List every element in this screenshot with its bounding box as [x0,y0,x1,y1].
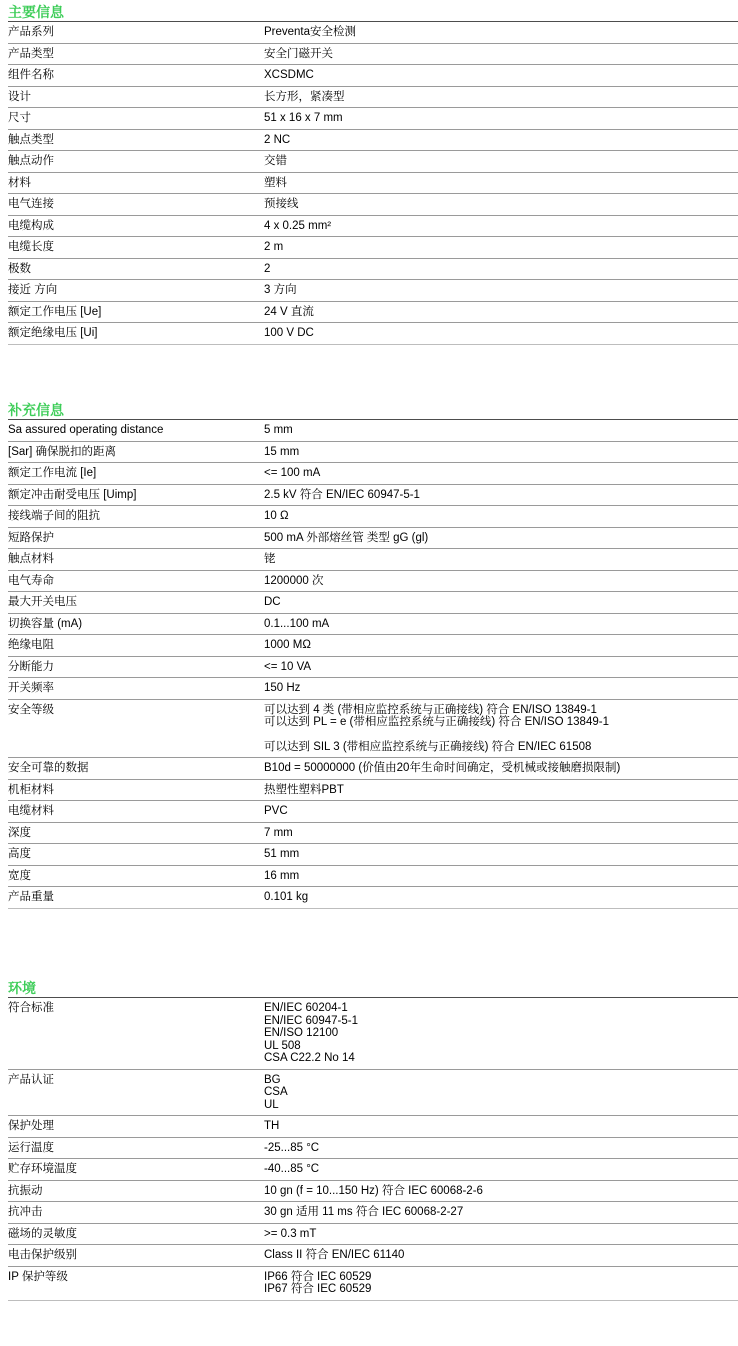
row-label: 尺寸 [8,112,31,124]
table-row [8,441,738,463]
row-label: 额定工作电压 [Ue] [8,305,102,318]
table-row [8,887,738,909]
value-line: PVC [264,805,288,817]
row-value [264,1202,738,1224]
table-row [8,656,738,678]
row-value [264,1137,738,1159]
row-value [264,1223,738,1245]
row-label: 安全可靠的数据 [8,762,89,774]
table-row [8,1069,738,1116]
value-line: EN/IEC 60947-5-1 [264,1014,358,1027]
value-line: 51 mm [264,848,300,860]
table-row [8,844,738,866]
row-value [264,301,738,323]
row-value [264,108,738,130]
table-row [8,779,738,801]
value-line: CSA [264,1086,288,1098]
value-line: 10 gn (f = 10...150 Hz) 符合 IEC 60068-2-6 [264,1184,483,1197]
value-line: 100 V DC [264,327,314,339]
row-value [264,549,738,571]
row-label: [Sar] 确保脱扣的距离 [8,445,116,458]
table-row [8,758,738,780]
value-line: 交错 [264,155,287,167]
value-line: 3 方向 [264,284,297,296]
row-value [264,844,738,866]
table-row [8,1180,738,1202]
row-label: 符合标准 [8,1002,54,1014]
value-line: UL [264,1098,279,1111]
table-row [8,1137,738,1159]
value-line: DC [264,596,281,608]
row-value [264,1159,738,1181]
row-label: 绝缘电阻 [8,639,54,651]
row-label: 抗振动 [8,1184,43,1197]
row-label: 额定工作电流 [Ie] [8,467,97,479]
value-line: 7 mm [264,826,293,839]
row-value [264,65,738,87]
row-value [264,822,738,844]
table-row [8,1266,738,1300]
row-value [264,237,738,259]
row-value [264,420,738,442]
row-label: 电缆构成 [8,219,54,232]
row-value [264,1180,738,1202]
row-label: 设计 [8,90,31,103]
row-value [264,998,738,1070]
row-value [264,1069,738,1116]
table-row [8,86,738,108]
row-value [264,258,738,280]
value-line: 热塑性塑料PBT [264,783,344,796]
row-value [264,484,738,506]
row-value [264,172,738,194]
section-title: 补充信息 [8,402,64,418]
value-line: 150 Hz [264,682,301,694]
row-label: 触点动作 [8,155,54,167]
row-label: 接线端子间的阻抗 [8,510,100,522]
row-value [264,129,738,151]
row-label: 保护处理 [8,1120,54,1132]
row-label: 运行温度 [8,1141,54,1154]
table-row [8,172,738,194]
row-value [264,22,738,44]
table-row [8,1202,738,1224]
value-line: BG [264,1073,281,1086]
row-value [264,570,738,592]
value-line: -40...85 °C [264,1163,320,1175]
row-label: 磁场的灵敏度 [8,1227,77,1240]
table-row [8,301,738,323]
row-label: 贮存环境温度 [8,1163,77,1175]
row-label: 组件名称 [8,69,54,81]
table-row [8,506,738,528]
table-row [8,635,738,657]
value-line: Preventa安全检测 [264,26,357,38]
row-value [264,592,738,614]
table-row [8,527,738,549]
value-line: EN/ISO 12100 [264,1027,339,1039]
table-row [8,22,738,44]
value-line: 30 gn 适用 11 ms 符合 IEC 60068-2-27 [264,1206,464,1218]
table-row [8,570,738,592]
value-line: EN/IEC 60204-1 [264,1002,348,1014]
value-line: 0.101 kg [264,891,309,903]
row-label: 电击保护级别 [8,1249,77,1261]
value-line: 16 mm [264,869,300,882]
value-line: TH [264,1120,280,1132]
value-line: 500 mA 外部熔丝管 类型 gG (gl) [264,531,429,544]
value-line: 10 Ω [264,510,289,522]
table-row [8,484,738,506]
row-value [264,699,738,758]
row-label: 极数 [8,262,31,275]
table-row [8,1159,738,1181]
value-line: 1200000 次 [264,574,324,587]
value-line: 2 [264,262,271,275]
table-row [8,194,738,216]
value-line: 长方形，紧凑型 [264,90,345,103]
row-value [264,43,738,65]
table-row [8,678,738,700]
table-row [8,822,738,844]
table-row [8,108,738,130]
value-line: IP67 符合 IEC 60529 [264,1283,372,1295]
row-label: 开关频率 [8,682,54,694]
table-row [8,1245,738,1267]
table-row [8,865,738,887]
table-row [8,65,738,87]
value-line: 1000 MΩ [264,639,311,651]
row-value [264,527,738,549]
section-additional-info [8,401,738,909]
table-row [8,463,738,485]
row-label: 抗冲击 [8,1206,43,1218]
section-title: 主要信息 [8,4,64,20]
table-row [8,258,738,280]
row-value [264,194,738,216]
row-label: 额定冲击耐受电压 [Uimp] [8,488,137,501]
table-row [8,1223,738,1245]
row-label: 切换容量 (mA) [8,617,83,630]
table-row [8,151,738,173]
value-line: 预接线 [264,198,299,210]
row-value [264,656,738,678]
table-row [8,43,738,65]
row-label: 产品类型 [8,47,54,60]
row-value [264,779,738,801]
row-value [264,463,738,485]
section-environment [8,979,738,1301]
table-row [8,699,738,758]
value-line: 可以达到 PL = e (带相应监控系统与正确接线) 符合 EN/ISO 13849-1 [264,716,609,728]
row-label: 高度 [8,848,31,860]
row-label: 短路保护 [8,531,54,544]
row-label: 触点类型 [8,133,54,146]
row-value [264,151,738,173]
value-line: <= 100 mA [264,467,321,479]
table-row [8,215,738,237]
spec-table [8,997,738,1301]
row-value [264,635,738,657]
section-title: 环境 [8,980,36,996]
row-label: 机柜材料 [8,783,54,796]
row-value [264,323,738,345]
value-line: 安全门磁开关 [264,47,333,60]
row-value [264,1245,738,1267]
value-line: 塑料 [264,176,287,189]
value-line: -25...85 °C [264,1141,320,1154]
row-label: 产品系列 [8,26,54,38]
table-row [8,801,738,823]
value-line: UL 508 [264,1039,301,1052]
row-label: 接近 方向 [8,284,58,296]
row-label: 最大开关电压 [8,596,77,608]
row-label: 产品重量 [8,891,54,903]
value-line: 4 x 0.25 mm² [264,219,332,232]
row-value [264,1266,738,1300]
row-label: Sa assured operating distance [8,424,164,436]
table-row [8,592,738,614]
row-value [264,887,738,909]
table-row [8,129,738,151]
value-line: 可以达到 4 类 (带相应监控系统与正确接线) 符合 EN/ISO 13849-1 [264,703,597,716]
table-row [8,613,738,635]
value-line: B10d = 50000000 (价值由20年生命时间确定，受机械或接触磨损限制) [264,762,621,774]
row-label: 宽度 [8,869,31,882]
table-row [8,998,738,1070]
value-line: 15 mm [264,445,300,458]
value-line: CSA C22.2 No 14 [264,1052,355,1064]
table-row [8,549,738,571]
value-line: XCSDMC [264,69,314,81]
row-label: 产品认证 [8,1073,54,1086]
row-value [264,613,738,635]
row-value [264,441,738,463]
value-line: 2 m [264,241,284,253]
value-line: 51 x 16 x 7 mm [264,112,343,124]
row-value [264,506,738,528]
value-line: 5 mm [264,424,293,436]
value-spacer [264,729,738,741]
row-value [264,865,738,887]
spec-table [8,419,738,909]
row-value [264,280,738,302]
row-label: 分断能力 [8,660,54,673]
spec-table [8,21,738,345]
value-line: IP66 符合 IEC 60529 [264,1270,372,1283]
row-value [264,1116,738,1138]
row-label: 电缆材料 [8,805,54,817]
value-line: 0.1...100 mA [264,617,330,630]
row-label: 深度 [8,826,31,839]
row-value [264,86,738,108]
row-label: 触点材料 [8,553,54,565]
value-line: >= 0.3 mT [264,1227,317,1240]
value-line: 可以达到 SIL 3 (带相应监控系统与正确接线) 符合 EN/IEC 61508 [264,740,592,753]
row-value [264,215,738,237]
value-line: 铑 [264,553,276,565]
row-label: 电气寿命 [8,574,54,587]
value-line: 24 V 直流 [264,305,314,318]
row-label: 电气连接 [8,198,54,210]
value-line: Class II 符合 EN/IEC 61140 [264,1249,405,1261]
table-row [8,323,738,345]
table-row [8,280,738,302]
row-label: 安全等级 [8,703,54,716]
section-main-info [8,3,738,345]
row-value [264,678,738,700]
row-value [264,801,738,823]
value-line: <= 10 VA [264,660,312,673]
value-line: 2 NC [264,133,291,146]
row-label: 电缆长度 [8,241,54,253]
value-line: 2.5 kV 符合 EN/IEC 60947-5-1 [264,488,420,501]
table-row [8,1116,738,1138]
row-label: IP 保护等级 [8,1270,68,1283]
row-label: 材料 [8,176,31,189]
table-row [8,420,738,442]
table-row [8,237,738,259]
row-label: 额定绝缘电压 [Ui] [8,327,98,339]
row-value [264,758,738,780]
